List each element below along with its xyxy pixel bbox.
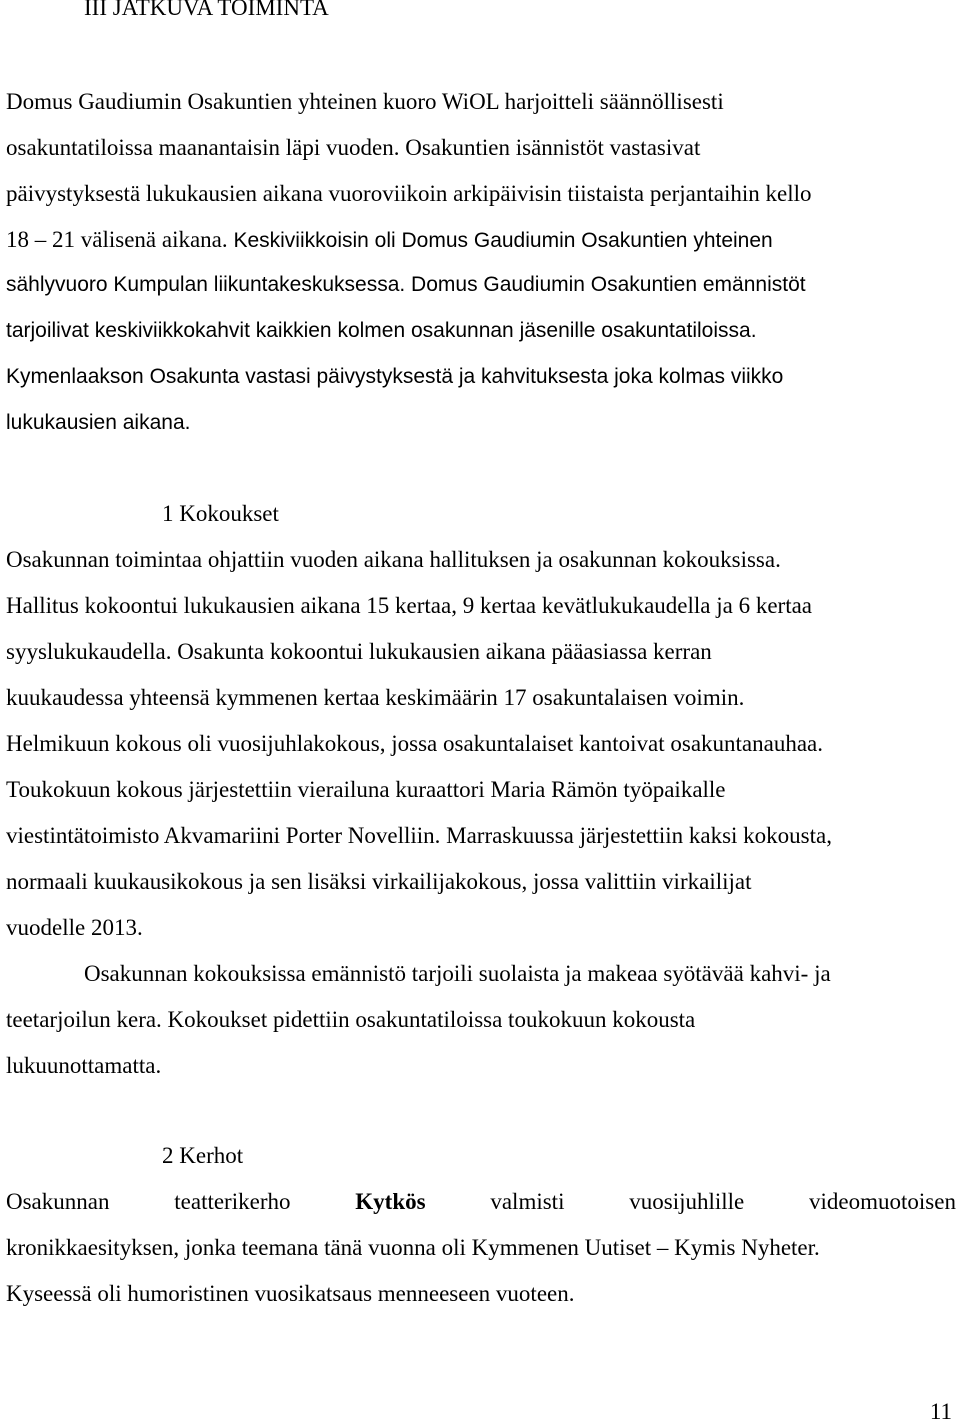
section-1-p2-line-2: teetarjoilun kera. Kokoukset pidettiin osakuntatiloissa toukokuun kokousta [6,1007,696,1032]
section-1-line-6: Toukokuun kokous järjestettiin vierailuna kuraattori Maria Rämön työpaikalle [6,777,726,802]
intro-line-4-serif: 18 – 21 välisenä aikana. [6,227,228,252]
section-1-line-9: vuodelle 2013. [6,915,143,940]
intro-line-6: tarjoilivat keskiviikkokahvit kaikkien kolmen osakunnan jäsenille osakuntatiloissa. [6,319,757,342]
intro-line-3: päivystyksestä lukukausien aikana vuoroviikoin arkipäivisin tiistaista perjantaihin kello [6,181,812,206]
section-1-p2-line-1: Osakunnan kokouksissa emännistö tarjoili suolaista ja makeaa syötävää kahvi- ja [84,961,831,986]
section-1-line-8: normaali kuukausikokous ja sen lisäksi virkailijakokous, jossa valittiin virkailijat [6,869,752,894]
word: videomuotoisen [809,1189,956,1214]
word: vuosijuhlille [629,1189,745,1214]
intro-line-1: Domus Gaudiumin Osakuntien yhteinen kuoro WiOL harjoitteli säännöllisesti [6,89,724,114]
section-2-line-1 [6,1188,956,1216]
intro-line-2: osakuntatiloissa maanantaisin läpi vuoden. Osakuntien isännistöt vastasivat [6,135,701,160]
word: teatterikerho [174,1189,291,1214]
section-2-line-3: Kyseessä oli humoristinen vuosikatsaus menneeseen vuoteen. [6,1281,575,1306]
section-2-heading: 2 Kerhot [162,1143,244,1168]
intro-line-7: Kymenlaakson Osakunta vastasi päivystyksestä ja kahvituksesta joka kolmas viikko [6,365,784,388]
section-2-line-2: kronikkaesityksen, jonka teemana tänä vuonna oli Kymmenen Uutiset – Kymis Nyheter. [6,1235,820,1260]
page-number: 11 [929,1399,952,1424]
intro-line-4-sans: Keskiviikkoisin oli Domus Gaudiumin Osakuntien yhteinen [227,229,773,252]
section-1-line-7: viestintätoimisto Akvamariini Porter Novelliin. Marraskuussa järjestettiin kaksi kokousta, [6,823,832,848]
word: valmisti [490,1189,565,1214]
section-title: III JATKUVA TOIMINTA [84,0,329,20]
section-1-p2-line-3: lukuunottamatta. [6,1053,162,1078]
section-1-line-3: syyslukukaudella. Osakunta kokoontui lukukausien aikana pääasiassa kerran [6,639,712,664]
intro-line-5-a: sählyvuoro Kumpulan liikuntakeskuksessa. [6,273,406,296]
intro-line-5 [6,271,806,299]
section-1-line-5: Helmikuun kokous oli vuosijuhlakokous, jossa osakuntalaiset kantoivat osakuntanauhaa. [6,731,824,756]
section-1-heading: 1 Kokoukset [162,501,279,526]
section-1-line-2: Hallitus kokoontui lukukausien aikana 15 kertaa, 9 kertaa kevätlukukaudella ja 6 kertaa [6,593,812,618]
intro-line-8: lukukausien aikana. [6,411,191,434]
club-name: Kytkös [355,1189,426,1214]
intro-line-5-b: Domus Gaudiumin Osakuntien emännistöt [405,273,806,296]
word: Osakunnan [6,1189,110,1214]
section-1-line-4: kuukaudessa yhteensä kymmenen kertaa keskimäärin 17 osakuntalaisen voimin. [6,685,745,710]
intro-line-4 [6,226,773,255]
section-1-line-1: Osakunnan toimintaa ohjattiin vuoden aikana hallituksen ja osakunnan kokouksissa. [6,547,781,572]
